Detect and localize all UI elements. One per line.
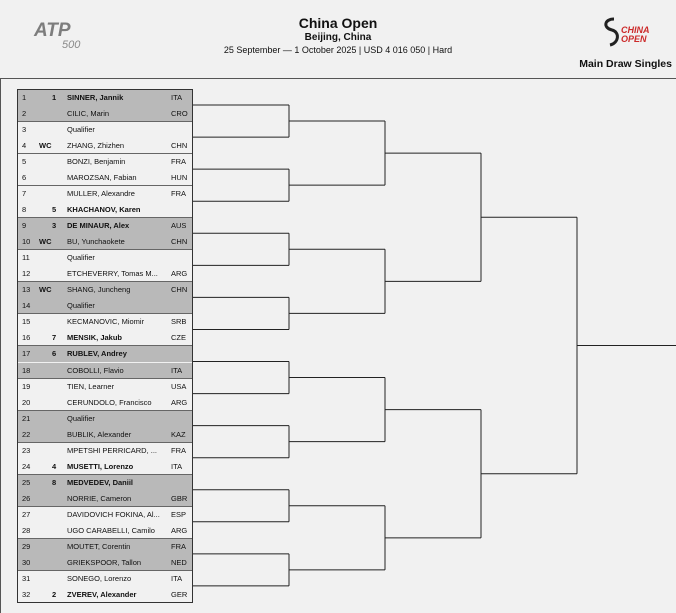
- player-country: GBR: [171, 493, 188, 503]
- player-country: CHN: [171, 285, 188, 295]
- player-name: DE MINAUR, Alex: [67, 221, 130, 231]
- draw-position: 14: [22, 301, 31, 311]
- player-name: Qualifier: [67, 125, 95, 135]
- draw-position: 22: [22, 429, 31, 439]
- player-name: ZHANG, Zhizhen: [67, 141, 125, 151]
- tournament-location: Beijing, China: [304, 32, 372, 43]
- player-country: ITA: [171, 93, 183, 102]
- player-name: DAVIDOVICH FOKINA, Al...: [67, 509, 160, 519]
- player-name: BUBLIK, Alexander: [67, 429, 132, 439]
- player-name: Qualifier: [67, 301, 95, 311]
- draw-position: 17: [22, 349, 31, 359]
- player-name: BONZI, Benjamin: [67, 157, 126, 167]
- tournament-title: China Open: [298, 15, 378, 31]
- player-country: ESP: [171, 509, 187, 519]
- player-country: SRB: [171, 317, 187, 327]
- draw-position: 23: [22, 445, 31, 455]
- player-country: KAZ: [171, 429, 186, 439]
- player-name: UGO CARABELLI, Camilo: [67, 525, 155, 535]
- player-country: FRA: [171, 541, 186, 551]
- china-open-logo-text-1: CHINA: [621, 25, 650, 35]
- draw-position: 4: [22, 141, 27, 151]
- player-country: CHN: [171, 141, 188, 151]
- player-name: SONEGO, Lorenzo: [67, 573, 132, 583]
- draw-position: 20: [22, 397, 31, 407]
- entry-status: WC: [39, 141, 52, 151]
- seed-number: 6: [52, 349, 57, 359]
- draw-position: 15: [22, 317, 31, 327]
- player-country: GER: [171, 589, 188, 599]
- player-name: SHANG, Juncheng: [67, 285, 131, 295]
- seed-number: 5: [52, 205, 57, 215]
- draw-position: 1: [22, 93, 27, 102]
- player-name: Qualifier: [67, 253, 95, 263]
- player-name: COBOLLI, Flavio: [67, 365, 124, 375]
- player-name: SINNER, Jannik: [67, 93, 124, 102]
- draw-position: 24: [22, 461, 31, 471]
- player-name: ZVEREV, Alexander: [67, 589, 137, 599]
- seed-number: 1: [52, 93, 57, 102]
- player-name: MPETSHI PERRICARD, ...: [67, 445, 158, 455]
- china-open-logo-text-2: OPEN: [621, 34, 647, 44]
- seed-number: 4: [52, 461, 57, 471]
- draw-name: Main Draw Singles: [579, 58, 672, 70]
- player-name: KHACHANOV, Karen: [67, 205, 141, 215]
- player-country: ARG: [171, 269, 188, 279]
- draw-position: 8: [22, 205, 27, 215]
- draw-position: 29: [22, 541, 31, 551]
- player-name: MUSETTI, Lorenzo: [67, 461, 134, 471]
- seed-number: 3: [52, 221, 57, 231]
- player-country: FRA: [171, 189, 186, 199]
- player-country: AUS: [171, 221, 187, 231]
- player-country: ITA: [171, 573, 183, 583]
- player-country: CHN: [171, 237, 188, 247]
- draw-position: 12: [22, 269, 31, 279]
- atp-logo-sub: 500: [62, 39, 81, 51]
- entry-status: WC: [39, 237, 52, 247]
- tournament-details: 25 September — 1 October 2025 | USD 4 016 050 | Hard: [223, 45, 453, 55]
- player-name: RUBLEV, Andrey: [67, 349, 127, 359]
- player-name: MAROZSAN, Fabian: [67, 173, 137, 183]
- draw-position: 21: [22, 413, 31, 423]
- draw-position: 27: [22, 509, 31, 519]
- draw-position: 16: [22, 333, 31, 343]
- player-country: CZE: [171, 333, 186, 343]
- draw-position: 6: [22, 173, 27, 183]
- draw-position: 2: [22, 109, 27, 119]
- player-country: ITA: [171, 365, 183, 375]
- player-name: MENSIK, Jakub: [67, 333, 123, 343]
- player-name: CILIC, Marin: [67, 109, 110, 119]
- draw-position: 18: [22, 365, 31, 375]
- seed-number: 7: [52, 333, 57, 343]
- draw-position: 7: [22, 189, 27, 199]
- draw-position: 10: [22, 237, 31, 247]
- player-name: KECMANOVIC, Miomir: [67, 317, 145, 327]
- draw-position: 9: [22, 221, 27, 231]
- draw-position: 19: [22, 381, 31, 391]
- player-name: MEDVEDEV, Daniil: [67, 477, 133, 487]
- draw-position: 13: [22, 285, 31, 295]
- player-country: FRA: [171, 157, 186, 167]
- player-name: ETCHEVERRY, Tomas M...: [67, 269, 158, 279]
- player-country: ITA: [171, 461, 183, 471]
- draw-position: 30: [22, 557, 31, 567]
- player-name: MOUTET, Corentin: [67, 541, 131, 551]
- entry-status: WC: [39, 285, 52, 295]
- player-country: FRA: [171, 445, 186, 455]
- player-name: CERUNDOLO, Francisco: [67, 397, 152, 407]
- player-name: Qualifier: [67, 413, 95, 423]
- player-country: CRO: [171, 109, 188, 119]
- draw-position: 26: [22, 493, 31, 503]
- player-name: TIEN, Learner: [67, 381, 115, 391]
- draw-position: 25: [22, 477, 31, 487]
- player-country: ARG: [171, 525, 188, 535]
- seed-number: 8: [52, 477, 57, 487]
- player-name: MULLER, Alexandre: [67, 189, 135, 199]
- player-name: NORRIE, Cameron: [67, 493, 132, 503]
- player-country: ARG: [171, 397, 188, 407]
- seed-number: 2: [52, 589, 57, 599]
- player-country: NED: [171, 557, 187, 567]
- draw-position: 28: [22, 525, 31, 535]
- draw-position: 5: [22, 157, 27, 167]
- draw-position: 11: [22, 253, 30, 263]
- draw-position: 32: [22, 589, 31, 599]
- player-name: BU, Yunchaokete: [67, 237, 125, 247]
- player-country: HUN: [171, 173, 188, 183]
- atp-logo-text: ATP: [34, 20, 71, 41]
- draw-position: 31: [22, 573, 31, 583]
- player-country: USA: [171, 381, 187, 391]
- draw-position: 3: [22, 125, 27, 135]
- player-name: GRIEKSPOOR, Tallon: [67, 557, 142, 567]
